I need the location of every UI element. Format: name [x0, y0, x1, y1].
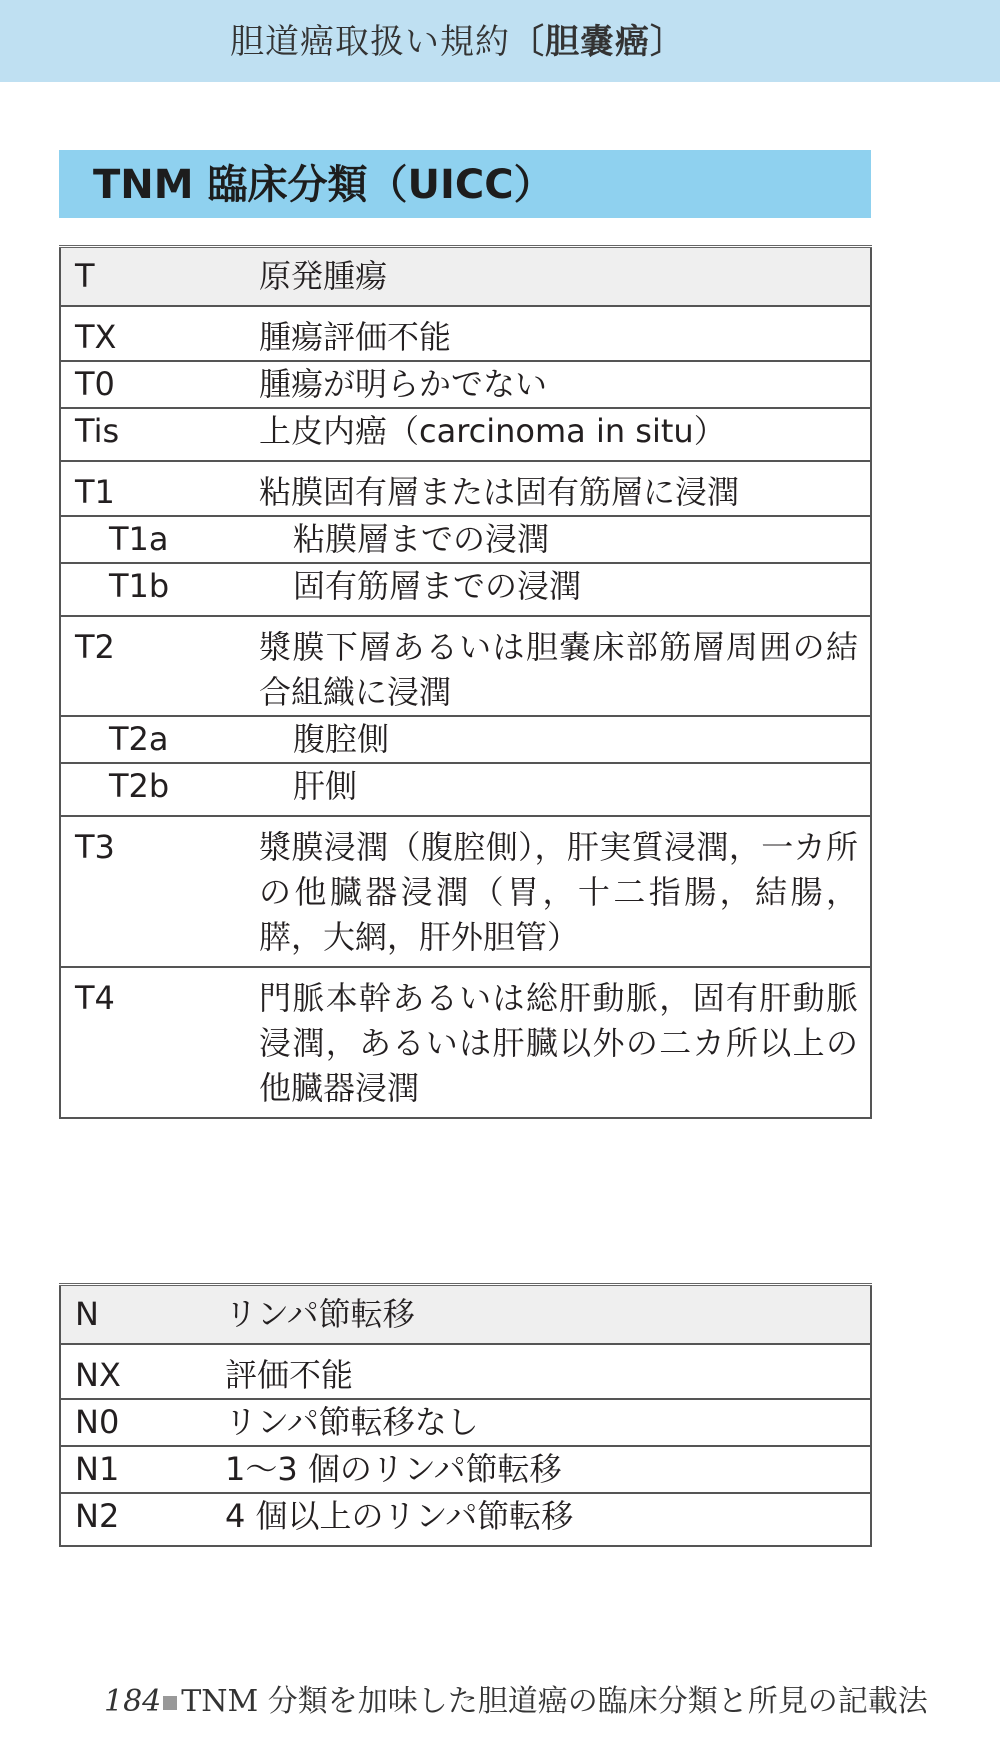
square-bullet-icon: [163, 1696, 177, 1710]
row-desc: 1～3 個のリンパ節転移: [225, 1446, 871, 1493]
table-row: [60, 1493, 871, 1546]
row-subcode: T2b: [60, 763, 259, 816]
t-group-4: [60, 816, 871, 967]
top-banner: [0, 0, 1000, 82]
section-title: TNM 臨床分類（UICC）: [93, 162, 554, 208]
table-header-row: [60, 247, 871, 307]
row-subcode: T1a: [60, 516, 259, 563]
table-row: [60, 967, 871, 1118]
table-row: [60, 1399, 871, 1446]
header-code: N: [60, 1285, 225, 1345]
row-subdesc: 腹腔側: [259, 716, 871, 763]
row-code: N2: [60, 1493, 225, 1546]
table-row: [60, 306, 871, 361]
n-group: [60, 1344, 871, 1546]
table-row: [60, 763, 871, 816]
row-code: T4: [60, 967, 259, 1118]
t-group-5: [60, 967, 871, 1118]
row-code: TX: [60, 306, 259, 361]
page-footer: [104, 1684, 928, 1720]
table-row: [60, 461, 871, 516]
book-title-main: 胆道癌取扱い規約: [230, 22, 510, 62]
row-code: T3: [60, 816, 259, 967]
t-classification-table: [59, 245, 872, 1119]
row-subdesc: 固有筋層までの浸潤: [259, 563, 871, 616]
row-desc: 門脈本幹あるいは総肝動脈，固有肝動脈浸潤，あるいは肝臓以外の二カ所以上の他臓器浸潤: [259, 967, 871, 1118]
table-row: [60, 816, 871, 967]
book-title-subtitle: 〔胆嚢癌〕: [510, 22, 685, 62]
row-code: T0: [60, 361, 259, 408]
header-label: 原発腫瘍: [259, 247, 871, 307]
table-row: [60, 616, 871, 716]
table-row: [60, 408, 871, 461]
row-subcode: T1b: [60, 563, 259, 616]
row-code: Tis: [60, 408, 259, 461]
section-header: [59, 150, 871, 218]
row-desc: リンパ節転移なし: [225, 1399, 871, 1446]
row-desc: 粘膜固有層または固有筋層に浸潤: [259, 461, 871, 516]
row-desc: 漿膜浸潤（腹腔側），肝実質浸潤，一カ所の他臓器浸潤（胃，十二指腸，結腸，膵，大網，肝外胆管）: [259, 816, 871, 967]
table-header-row: [60, 1285, 871, 1345]
row-code: NX: [60, 1344, 225, 1399]
header-code: T: [60, 247, 259, 307]
book-title: [230, 22, 685, 62]
row-code: T2: [60, 616, 259, 716]
row-desc: 4 個以上のリンパ節転移: [225, 1493, 871, 1546]
row-subdesc: 粘膜層までの浸潤: [259, 516, 871, 563]
header-label: リンパ節転移: [225, 1285, 871, 1345]
row-desc: 腫瘍評価不能: [259, 306, 871, 361]
row-desc: 腫瘍が明らかでない: [259, 361, 871, 408]
row-desc: 上皮内癌（carcinoma in situ）: [259, 408, 871, 461]
n-classification-table: [59, 1283, 872, 1547]
table-row: [60, 1344, 871, 1399]
row-code: N1: [60, 1446, 225, 1493]
row-subdesc: 肝側: [259, 763, 871, 816]
table-row: [60, 563, 871, 616]
table-row: [60, 1446, 871, 1493]
row-code: N0: [60, 1399, 225, 1446]
footer-text: TNM 分類を加味した胆道癌の臨床分類と所見の記載法: [181, 1684, 928, 1719]
page-number: 184: [104, 1684, 162, 1719]
t-group-2: [60, 461, 871, 616]
t-group-3: [60, 616, 871, 816]
table-row: [60, 716, 871, 763]
t-group-1: [60, 306, 871, 461]
row-subcode: T2a: [60, 716, 259, 763]
table-row: [60, 516, 871, 563]
row-desc: 評価不能: [225, 1344, 871, 1399]
row-code: T1: [60, 461, 259, 516]
row-desc: 漿膜下層あるいは胆嚢床部筋層周囲の結合組織に浸潤: [259, 616, 871, 716]
table-row: [60, 361, 871, 408]
